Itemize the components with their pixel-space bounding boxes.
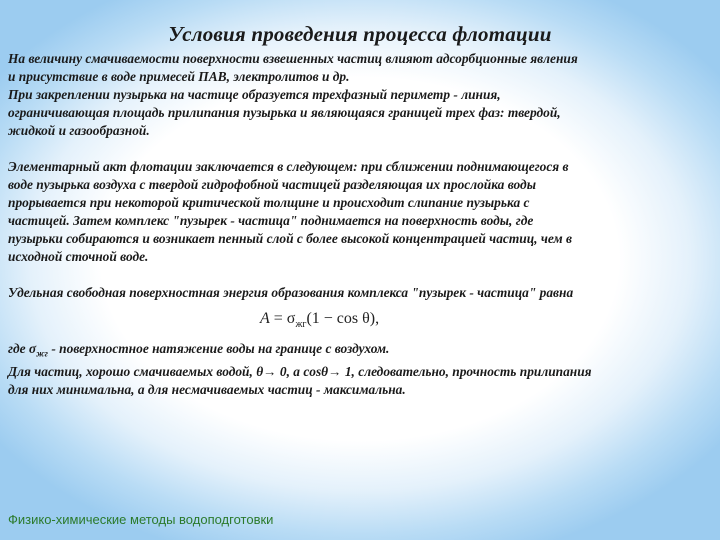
slide-body <box>8 50 698 399</box>
formula-eq: = σ <box>269 310 296 327</box>
where-suffix: - поверхностное натяжение воды на границе с воздухом. <box>48 341 390 356</box>
paragraph2-line: прорывается при некоторой критической толщине и происходит слипание пузырька с <box>8 195 530 210</box>
paragraph4-line: для них минимальна, а для несмачиваемых частиц - максимальна. <box>8 381 406 397</box>
paragraph1-line: жидкой и газообразной. <box>8 123 150 138</box>
paragraph2-line: пузырьки собираются и возникает пенный слой с более высокой концентрацией частиц, чем в <box>8 231 572 246</box>
formula-lhs: A <box>260 310 270 327</box>
spacer <box>8 140 698 158</box>
paragraph1-line: При закреплении пузырька на частице образуется трехфазный периметр - линия, <box>8 87 501 102</box>
energy-formula <box>256 306 404 332</box>
paragraph1-line: и присутствие в воде примесей ПАВ, электролитов и др. <box>8 69 350 84</box>
slide-title: Условия проведения процесса флотации <box>168 22 552 46</box>
where-line <box>8 340 698 363</box>
formula-sub: жг <box>295 319 307 331</box>
paragraph2-line: воде пузырька воздуха с твердой гидрофобной частицей разделяющая их прослойка воды <box>8 177 536 192</box>
where-prefix: где σ <box>8 341 37 356</box>
paragraph2-line: Элементарный акт флотации заключается в следующем: при сближении поднимающегося в <box>8 159 569 174</box>
paragraph1-line: На величину смачиваемости поверхности взвешенных частиц влияют адсорбционные явления <box>8 51 578 66</box>
paragraph1-line: ограничивающая площадь прилипания пузырька и являющаяся границей трех фаз: твердой, <box>8 105 561 120</box>
formula-rhs: (1 − cos θ), <box>306 310 380 327</box>
paragraph3-line: Удельная свободная поверхностная энергия образования комплекса "пузырек - частица" равна <box>8 285 574 300</box>
paragraph2-line: исходной сточной воде. <box>8 249 149 264</box>
footer-caption: Физико-химические методы водоподготовки <box>8 512 274 527</box>
paragraph2-line: частицей. Затем комплекс "пузырек - частица" поднимается на поверхность воды, где <box>8 213 534 228</box>
paragraph4-line: Для частиц, хорошо смачиваемых водой, θ→ 0, а cosθ→ 1, следовательно, прочность прилипания <box>8 363 592 379</box>
where-sub: жг <box>36 348 49 359</box>
spacer <box>8 266 698 284</box>
